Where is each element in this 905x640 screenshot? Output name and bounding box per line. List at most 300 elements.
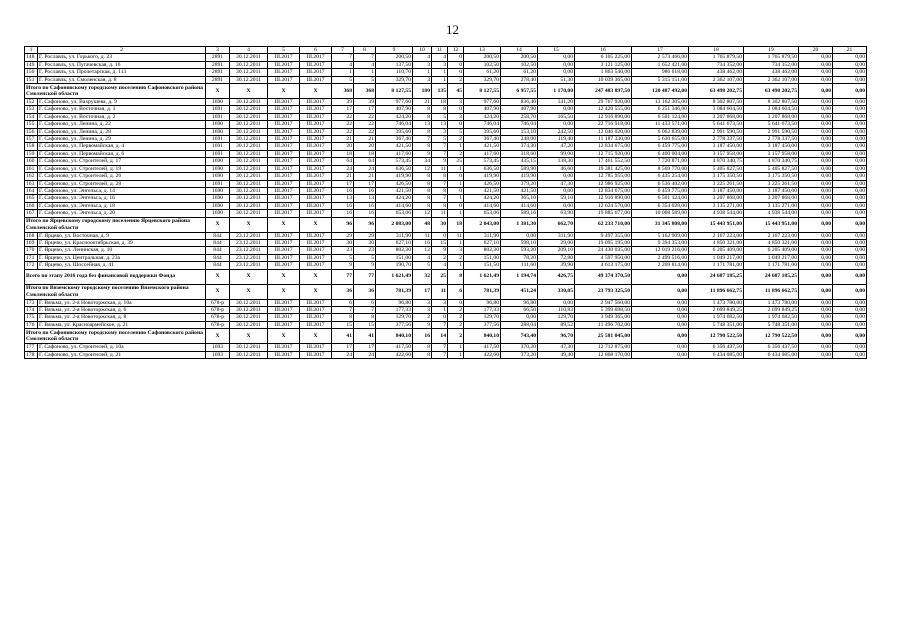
table-cell: 422,60 (464, 351, 501, 358)
table-cell: 2 (413, 314, 432, 321)
table-cell: 0,00 (833, 269, 867, 284)
table-cell: 6 434 085,00 (744, 351, 799, 358)
table-cell: 21 (413, 99, 432, 106)
table-cell: 1 171 781,00 (689, 262, 744, 269)
table-cell: 7 (413, 136, 432, 143)
table-cell: 3 225 261,50 (689, 180, 744, 187)
table-cell: 9 (413, 321, 432, 328)
table-cell: 200,50 (501, 54, 538, 61)
table-cell: 746,04 (501, 121, 538, 128)
table-cell: 24 430 035,00 (575, 247, 632, 254)
table-cell: 22 (354, 128, 376, 135)
table-cell: 2891 (206, 54, 230, 61)
table-cell: 172 (25, 262, 38, 269)
table-cell: 2 699 849,25 (744, 306, 799, 313)
table-cell: X (268, 269, 300, 284)
table-cell: 421,50 (376, 187, 413, 194)
table-cell: 598,10 (501, 239, 538, 246)
table-cell: 153,10 (501, 128, 538, 135)
table-cell: Г. Вязьма, ул. 2-я Новоторжская, д. 6 (38, 306, 206, 313)
table-cell: 11 (432, 210, 448, 217)
table-cell: III.2017 (300, 69, 332, 76)
table-cell: 151,00 (464, 254, 501, 261)
table-cell: 77 (332, 269, 354, 284)
table-cell: 47,30 (538, 180, 575, 187)
table-cell: Г. Сафоново, ул. Строителей, д. 10а (38, 344, 206, 351)
table-cell: 0,00 (538, 173, 575, 180)
table-cell: III.2017 (300, 321, 332, 328)
table-cell: 0,00 (632, 284, 689, 299)
table-cell: 0,00 (833, 84, 867, 99)
table-cell: 9 497 355,00 (575, 232, 632, 239)
table-cell: 0,00 (799, 84, 833, 99)
table-cell: 414,60 (501, 202, 538, 209)
table-cell: 36 (332, 284, 354, 299)
table-cell: 746,04 (376, 121, 413, 128)
table-cell: 0,00 (538, 61, 575, 68)
table-cell: 0 (448, 202, 464, 209)
table-cell: 39 (332, 99, 354, 106)
table-cell: 977,60 (376, 99, 413, 106)
table-cell: 96 (332, 217, 354, 232)
table-cell: 23.12.2011 (230, 232, 268, 239)
table-cell: 4 938 544,00 (689, 210, 744, 217)
table-cell: Г. Сафоново, ул. Энгельса, д. 20 (38, 210, 206, 217)
table-cell: 12 019 216,00 (632, 247, 689, 254)
table-cell: 167 (25, 210, 38, 217)
table-cell: III.2017 (268, 232, 300, 239)
table-cell: 2 699 849,25 (689, 306, 744, 313)
table-cell: 4 (432, 54, 448, 61)
table-cell: 200,50 (376, 54, 413, 61)
table-cell: Г. Ярцево, ул. Ленинская, д. 10 (38, 247, 206, 254)
table-cell: 8 302 807,50 (689, 99, 744, 106)
table-cell: 8 (413, 128, 432, 135)
table-cell: 2 (448, 329, 464, 344)
table-cell: 200,50 (464, 54, 501, 61)
table-cell: 5 748 351,00 (744, 321, 799, 328)
table-cell: 165,50 (538, 113, 575, 120)
table-cell: 29 767 920,00 (575, 99, 632, 106)
table-cell: 19 (744, 47, 799, 54)
table-cell: 39 (354, 99, 376, 106)
table-cell: 1 (448, 239, 464, 246)
table-cell: 30.12.2011 (230, 128, 268, 135)
table-cell: 3 (413, 76, 432, 83)
table-cell: III.2017 (300, 210, 332, 217)
table-cell: 1 (448, 180, 464, 187)
table-cell: 8 (413, 351, 432, 358)
table-cell: 3 (413, 306, 432, 313)
table-cell: 2891 (206, 69, 230, 76)
table-cell: 8 (413, 106, 432, 113)
table-cell: 47,20 (538, 143, 575, 150)
table-cell: 3 (413, 299, 432, 306)
table-cell: 0,00 (799, 247, 833, 254)
table-cell: 1690 (206, 187, 230, 194)
table-cell: 3 225 261,50 (744, 180, 799, 187)
table-cell: 0,00 (799, 99, 833, 106)
table-cell: 166 (25, 202, 38, 209)
table-row (25, 121, 867, 128)
table-cell: 3 187 450,00 (689, 187, 744, 194)
table-cell: III.2017 (300, 262, 332, 269)
table-cell: 0,00 (799, 106, 833, 113)
table-cell: 1 863 540,00 (575, 69, 632, 76)
table-cell: 99,00 (538, 150, 575, 157)
table-cell: 6 356 437,50 (744, 344, 799, 351)
table-cell: 417,60 (376, 150, 413, 157)
table-cell: 1693 (206, 344, 230, 351)
subtotal-row (25, 84, 867, 99)
table-cell: 30.12.2011 (230, 165, 268, 172)
table-cell: 32 (413, 269, 432, 284)
table-cell: 13 (354, 195, 376, 202)
table-cell: 176 (25, 321, 38, 328)
table-cell: 30.12.2011 (230, 106, 268, 113)
table-cell: III.2017 (268, 254, 300, 261)
table-row (25, 262, 867, 269)
table-cell: 0 (448, 299, 464, 306)
table-cell: 2 (432, 254, 448, 261)
table-cell: III.2017 (268, 195, 300, 202)
table-cell: 154 (25, 113, 38, 120)
table-cell: 1 (448, 344, 464, 351)
table-cell: 2 991 590,50 (744, 128, 799, 135)
table-cell: 30.12.2011 (230, 344, 268, 351)
table-cell: 110,70 (376, 69, 413, 76)
table-cell: 47,30 (538, 344, 575, 351)
table-cell: 4 938 544,00 (744, 210, 799, 217)
table-cell: 17 (332, 180, 354, 187)
table-cell: 7 720 871,00 (632, 158, 689, 165)
table-cell: 0,00 (833, 239, 867, 246)
table-cell: 34 (413, 158, 432, 165)
table-cell: 30.12.2011 (230, 113, 268, 120)
table-cell: 15 (354, 321, 376, 328)
table-cell: 6 105 225,00 (575, 54, 632, 61)
table-cell: 0,00 (799, 344, 833, 351)
table-cell: 0,00 (799, 61, 833, 68)
table-cell: 0,00 (799, 351, 833, 358)
table-cell: 30.12.2011 (230, 314, 268, 321)
table-cell: 164 (25, 187, 38, 194)
table-cell: 12 420 555,00 (575, 106, 632, 113)
table-cell: 2 (448, 321, 464, 328)
table-cell: 11 187 330,00 (575, 136, 632, 143)
table-cell: 278,40 (501, 76, 538, 83)
table-cell: 22 (354, 113, 376, 120)
table-cell: Г. Рославль, ул. Смоленская, д. 8 (38, 76, 206, 83)
table-cell: 379,20 (501, 180, 538, 187)
table-cell: X (268, 84, 300, 99)
table-cell: 5 (268, 47, 300, 54)
table-cell: 12 712 875,00 (575, 344, 632, 351)
table-cell: 5 405 827,50 (689, 165, 744, 172)
table-cell: 844 (206, 232, 230, 239)
table-cell: 30.12.2011 (230, 187, 268, 194)
table-cell: 0,00 (632, 329, 689, 344)
table-cell: 22 (332, 128, 354, 135)
table-row (25, 61, 867, 68)
table-cell: 3 084 604,50 (689, 106, 744, 113)
table-cell: 8 (448, 269, 464, 284)
table-cell: 573,45 (464, 158, 501, 165)
table-cell: 137,50 (376, 61, 413, 68)
table-cell: III.2017 (300, 165, 332, 172)
table-cell: X (230, 84, 268, 99)
table-cell: 844 (206, 247, 230, 254)
table-cell: 3 135 271,00 (689, 202, 744, 209)
table-cell: 258,70 (501, 113, 538, 120)
table-cell: Г. Сафоново, ул. Строителей, д. 26 (38, 173, 206, 180)
table-row (25, 299, 867, 306)
table-cell: X (230, 217, 268, 232)
table-cell: 3 (448, 99, 464, 106)
table-cell: 836,40 (501, 99, 538, 106)
table-cell: 0,00 (632, 314, 689, 321)
table-cell: 21 (332, 136, 354, 143)
table-cell: 6 501 124,00 (632, 195, 689, 202)
table-row (25, 202, 867, 209)
table-cell: 329,70 (464, 76, 501, 83)
table-cell: 110,83 (538, 306, 575, 313)
table-cell: 150 (25, 69, 38, 76)
table-cell: 96,80 (501, 299, 538, 306)
table-cell: 395,60 (376, 128, 413, 135)
table-cell: X (268, 284, 300, 299)
table-cell: 51,30 (538, 76, 575, 83)
table-cell: 368 (332, 84, 354, 99)
table-cell: 0,00 (632, 321, 689, 328)
table-cell: 7 (332, 54, 354, 61)
table-cell: Г. Сафоново, ул. Ленина, д. 28 (38, 128, 206, 135)
table-cell: 0,00 (538, 202, 575, 209)
table-cell: 311,90 (464, 232, 501, 239)
table-cell: 8 (354, 47, 376, 54)
table-cell: 30.12.2011 (230, 202, 268, 209)
table-cell: 678-р (206, 306, 230, 313)
table-cell: 46,60 (538, 165, 575, 172)
table-cell: 2 573 466,00 (632, 54, 689, 61)
table-cell: 1690 (206, 121, 230, 128)
table-cell: 1691 (206, 180, 230, 187)
table-cell: 3 (432, 299, 448, 306)
table-cell: 653,06 (376, 210, 413, 217)
table-cell: 2 043,00 (464, 217, 501, 232)
table-cell: III.2017 (268, 344, 300, 351)
table-cell: 0,00 (833, 321, 867, 328)
table-cell: 3 187 450,00 (689, 143, 744, 150)
table-cell: 111,60 (501, 262, 538, 269)
table-cell: 9 (413, 150, 432, 157)
table-cell: 365,10 (501, 195, 538, 202)
table-cell: 17 461 552,50 (575, 158, 632, 165)
table-cell: 2 083,00 (376, 217, 413, 232)
table-cell: 14 (501, 47, 538, 54)
table-cell: 20 (354, 143, 376, 150)
table-cell: 0,00 (799, 54, 833, 61)
table-cell: 0,00 (538, 106, 575, 113)
table-cell: 18 (432, 99, 448, 106)
table-cell: 627,10 (376, 239, 413, 246)
table-cell: 17 (413, 284, 432, 299)
table-cell: 24 (332, 165, 354, 172)
table-cell: 6 205 409,00 (689, 247, 744, 254)
table-cell: III.2017 (268, 128, 300, 135)
table-cell: 15 443 951,00 (689, 217, 744, 232)
table-cell: 7 (332, 306, 354, 313)
table-cell: 24 687 185,25 (744, 269, 799, 284)
table-cell: 11 (448, 232, 464, 239)
table-cell: 746,04 (464, 121, 501, 128)
table-row (25, 232, 867, 239)
table-cell: 16 (332, 210, 354, 217)
table-cell: 63,90 (538, 210, 575, 217)
table-cell: 1 (432, 306, 448, 313)
table-cell: III.2017 (300, 143, 332, 150)
table-cell: 16 (413, 329, 432, 344)
table-cell: 12 834 675,00 (575, 143, 632, 150)
table-cell: 9 394 353,00 (632, 239, 689, 246)
table-cell: 30.12.2011 (230, 180, 268, 187)
table-cell: 15 (538, 47, 575, 54)
table-cell: 5 748 351,00 (689, 321, 744, 328)
table-cell: 0 (432, 314, 448, 321)
table-row (25, 150, 867, 157)
table-cell: 367,40 (376, 136, 413, 143)
table-cell: 9 (354, 262, 376, 269)
table-cell: 19 381 425,00 (575, 165, 632, 172)
table-cell: 662,70 (538, 217, 575, 232)
table-cell: 1 171 781,00 (744, 262, 799, 269)
table-cell: Итого по Сафоновскому городскому поселению Сафоновского района Смоленской области (25, 329, 206, 344)
table-cell: 30.12.2011 (230, 299, 268, 306)
table-cell: 0 (448, 187, 464, 194)
table-cell: 3 207 868,00 (744, 195, 799, 202)
table-cell: Г. Ярцево, ул. Центральная, д. 23а (38, 254, 206, 261)
table-cell: 589,90 (501, 165, 538, 172)
table-cell: 0,00 (799, 165, 833, 172)
table-cell: 21 (332, 173, 354, 180)
table-cell: 23 (354, 247, 376, 254)
table-cell: 2891 (206, 61, 230, 68)
table-cell: 0,00 (632, 269, 689, 284)
table-cell: 678-р (206, 299, 230, 306)
table-cell: 25 (432, 269, 448, 284)
table-cell: III.2017 (300, 173, 332, 180)
table-cell: 4 870 340,75 (689, 158, 744, 165)
table-cell: 330,05 (538, 284, 575, 299)
table-cell: 190,70 (376, 262, 413, 269)
subtotal-row (25, 269, 867, 284)
table-cell: 162 (25, 173, 38, 180)
table-cell: 2 167 223,00 (689, 232, 744, 239)
table-cell: III.2017 (268, 173, 300, 180)
table-cell: 24 687 185,25 (689, 269, 744, 284)
table-cell: X (230, 284, 268, 299)
table-cell: III.2017 (300, 314, 332, 321)
table-cell: 23 (332, 247, 354, 254)
table-cell: III.2017 (268, 351, 300, 358)
table-cell: 0,00 (799, 150, 833, 157)
table-cell: 157 (25, 136, 38, 143)
table-cell: 3 121 125,00 (575, 61, 632, 68)
table-cell: III.2017 (268, 210, 300, 217)
table-cell: 12 986 925,00 (575, 180, 632, 187)
table-cell: 169 (25, 239, 38, 246)
table-cell: 0,00 (833, 195, 867, 202)
table-cell: 0,00 (833, 136, 867, 143)
table-cell: 11 (432, 47, 448, 54)
table-cell: 844 (206, 239, 230, 246)
table-cell: 7 (432, 143, 448, 150)
table-cell: 421,50 (464, 187, 501, 194)
table-cell: 8 (432, 202, 448, 209)
table-cell: 13 162 305,00 (632, 99, 689, 106)
table-cell: Г. Сафоново, ул. Энгельса, д. 14 (38, 187, 206, 194)
table-cell: 12 785 955,00 (575, 173, 632, 180)
table-cell: 20 (332, 143, 354, 150)
table-cell: 158 (25, 143, 38, 150)
subtotal-row (25, 284, 867, 299)
table-cell: 129,70 (538, 314, 575, 321)
table-cell: 2 (448, 254, 464, 261)
table-cell: 2 499 516,00 (632, 254, 689, 261)
table-cell: 242,50 (538, 128, 575, 135)
table-cell: 414,60 (464, 202, 501, 209)
table-cell: 31 345 808,00 (632, 217, 689, 232)
table-cell: 3 (432, 61, 448, 68)
table-cell: 781,39 (464, 284, 501, 299)
table-cell: III.2017 (300, 351, 332, 358)
table-cell: 0,00 (833, 284, 867, 299)
table-cell: 11 (432, 284, 448, 299)
table-cell: 63 498 202,75 (689, 84, 744, 99)
table-cell: 63 498 202,75 (744, 84, 799, 99)
table-cell: 424,20 (376, 195, 413, 202)
table-cell: III.2017 (300, 344, 332, 351)
table-row (25, 314, 867, 321)
table-cell: 2 269 814,00 (632, 262, 689, 269)
table-cell: III.2017 (300, 121, 332, 128)
table-cell: 373,20 (501, 351, 538, 358)
table-cell: 180 (413, 84, 432, 99)
table-cell: 426,50 (464, 180, 501, 187)
table-cell: 7 (332, 47, 354, 54)
table-cell: Г. Сафоново, ул. Первомайская, д. 4 (38, 143, 206, 150)
table-cell: 0,00 (833, 202, 867, 209)
table-cell: III.2017 (268, 69, 300, 76)
table-cell: 3 207 868,00 (689, 113, 744, 120)
table-cell: 30.12.2011 (230, 158, 268, 165)
table-cell: Г. Вязьма, ул. 2-я Новоторжская, д. 8 (38, 314, 206, 321)
table-cell: Г. Сафоново, ул. Первомайская, д. 6 (38, 150, 206, 157)
table-cell: III.2017 (300, 187, 332, 194)
table-cell: 1691 (206, 113, 230, 120)
table-cell: 3 187 450,00 (744, 187, 799, 194)
table-cell: 3 175 350,50 (689, 173, 744, 180)
table-row (25, 344, 867, 351)
table-cell: 0,00 (538, 121, 575, 128)
table-cell: 4 850 321,00 (689, 239, 744, 246)
table-cell: 0,00 (833, 54, 867, 61)
table-cell: 734 352,00 (744, 61, 799, 68)
table-cell: 781,39 (376, 284, 413, 299)
table-cell: 0,00 (799, 113, 833, 120)
table-cell: 8 (332, 314, 354, 321)
table-cell: 407,90 (501, 106, 538, 113)
